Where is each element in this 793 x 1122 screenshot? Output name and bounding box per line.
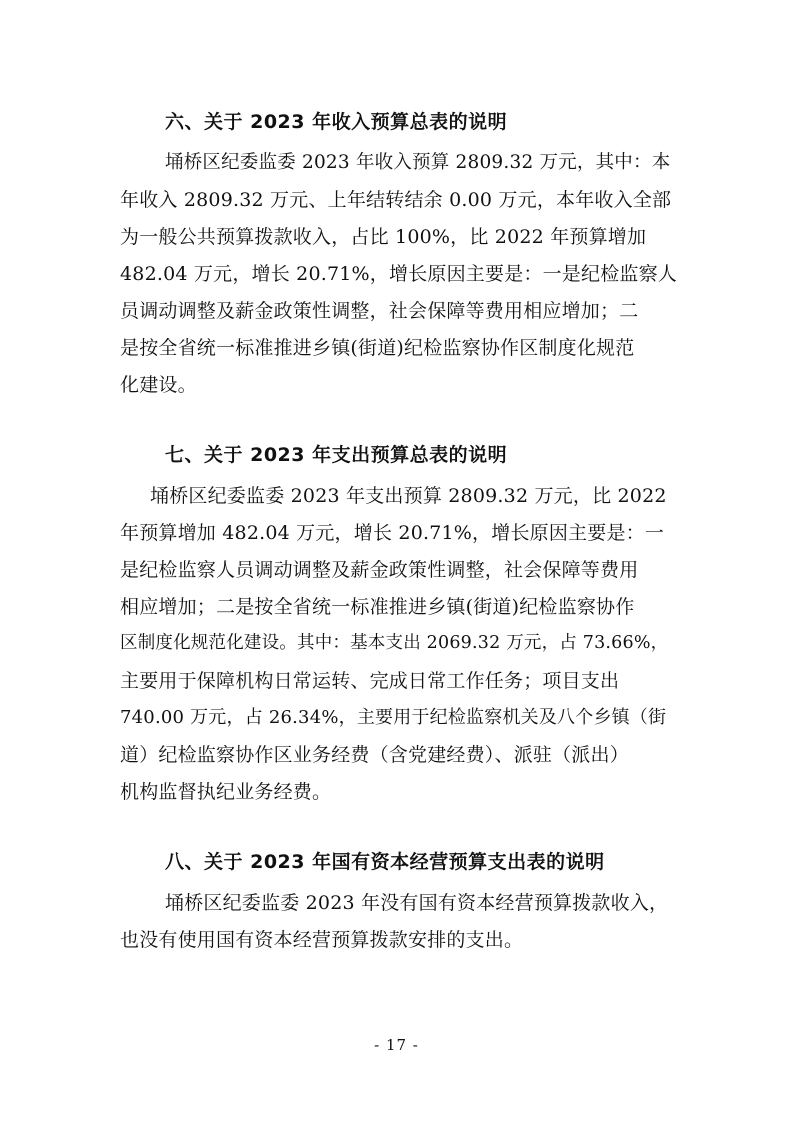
section-8-line-1: 埇桥区纪委监委 2023 年没有国有资本经营预算拨款收入， xyxy=(165,892,669,914)
section-6-line-4: 482.04 万元，增长 20.71%，增长原因主要是：一是纪检监察人 xyxy=(120,263,678,285)
section-7-line-1: 埇桥区纪委监委 2023 年支出预算 2809.32 万元，比 2022 xyxy=(150,485,667,507)
section-6-heading: 六、关于 2023 年收入预算总表的说明 xyxy=(165,111,508,133)
page-number: - 17 - xyxy=(374,1036,419,1054)
section-6-line-1: 埇桥区纪委监委 2023 年收入预算 2809.32 万元，其中：本 xyxy=(165,152,671,173)
section-7-line-2: 年预算增加 482.04 万元，增长 20.71%，增长原因主要是：一 xyxy=(120,522,665,544)
section-7-line-3: 是纪检监察人员调动调整及薪金政策性调整，社会保障等费用 xyxy=(120,559,639,581)
section-7-line-8: 道）纪检监察协作区业务经费（含党建经费）、派驻（派出） xyxy=(120,744,629,766)
section-8-heading: 八、关于 2023 年国有资本经营预算支出表的说明 xyxy=(165,851,605,873)
section-7-heading: 七、关于 2023 年支出预算总表的说明 xyxy=(165,444,508,466)
section-7-line-7: 740.00 万元，占 26.34%，主要用于纪检监察机关及八个乡镇（街 xyxy=(120,707,667,728)
section-6-line-6: 是按全省统一标准推进乡镇(街道)纪检监察协作区制度化规范 xyxy=(120,337,635,359)
section-7-line-6: 主要用于保障机构日常运转、完成日常工作任务；项目支出 xyxy=(120,670,620,692)
section-6-line-3: 为一般公共预算拨款收入，占比 100%，比 2022 年预算增加 xyxy=(120,226,647,248)
section-7-line-5: 区制度化规范化建设。其中：基本支出 2069.32 万元，占 73.66%， xyxy=(120,633,669,653)
section-6-line-7: 化建设。 xyxy=(120,374,197,396)
section-7-line-4: 相应增加；二是按全省统一标准推进乡镇(街道)纪检监察协作 xyxy=(120,596,635,618)
section-8-line-2: 也没有使用国有资本经营预算拨款安排的支出。 xyxy=(120,929,524,951)
section-6-line-2: 年收入 2809.32 万元、上年结转结余 0.00 万元，本年收入全部 xyxy=(120,189,672,211)
section-7-line-9: 机构监督执纪业务经费。 xyxy=(120,781,332,803)
section-6-line-5: 员调动调整及薪金政策性调整，社会保障等费用相应增加；二 xyxy=(120,300,639,322)
